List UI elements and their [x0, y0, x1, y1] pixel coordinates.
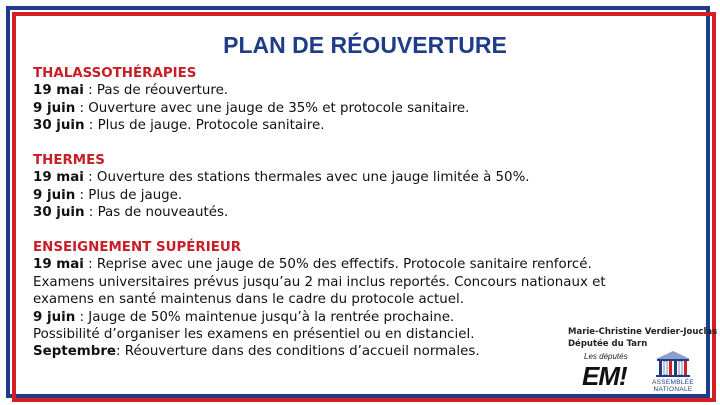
assemblee-line-2: NATIONALE: [653, 386, 693, 393]
line-text: : Plus de jauge.: [75, 187, 183, 203]
line-text: Examens universitaires prévus jusqu’au 2 mai inclus reportés. Concours nationaux et: [33, 274, 606, 290]
section-heading: ENSEIGNEMENT SUPÉRIEUR: [33, 240, 242, 256]
line: [33, 204, 673, 221]
line-text: : Ouverture avec une jauge de 35% et protocole sanitaire.: [75, 100, 470, 116]
sections: [33, 65, 673, 361]
page-title: PLAN DE RÉOUVERTURE: [223, 32, 507, 58]
assemblee-nationale-logo: [648, 349, 698, 395]
spacer: [33, 135, 673, 152]
signature: [568, 325, 717, 349]
assemblee-building-icon: [648, 349, 698, 379]
line-text: Possibilité d’organiser les examens en présentiel ou en distanciel.: [33, 327, 475, 343]
line: [33, 82, 673, 99]
line-text: : Pas de réouverture.: [83, 83, 229, 99]
line: [33, 100, 673, 117]
line: [33, 169, 673, 186]
date-label: 9 juin: [33, 187, 76, 203]
line: [33, 291, 673, 308]
date-label: 30 juin: [33, 118, 85, 134]
section-heading: THALASSOTHÉRAPIES: [33, 66, 197, 81]
line: [33, 117, 673, 134]
date-label: 9 juin: [33, 309, 76, 325]
section-thalasso: [33, 65, 673, 135]
line-text: examens en santé maintenus dans le cadre du protocole actuel.: [33, 292, 464, 308]
line-text: : Plus de jauge. Protocole sanitaire.: [84, 118, 325, 134]
line-text: : Jauge de 50% maintenue jusqu’à la rentrée prochaine.: [75, 309, 455, 325]
em-logo-big-text: EM!: [582, 361, 627, 391]
date-label: Septembre: [33, 344, 117, 360]
section-heading: THERMES: [33, 153, 105, 169]
date-label: 19 mai: [33, 83, 84, 99]
signature-role: Députée du Tarn: [568, 339, 648, 349]
line: [33, 274, 673, 291]
date-label: 30 juin: [33, 205, 85, 221]
line-text: : Reprise avec une jauge de 50% des effectifs. Protocole sanitaire renforcé.: [83, 257, 592, 273]
em-logo-small-text: Les députés: [584, 352, 628, 361]
date-label: 19 mai: [33, 257, 84, 273]
line: [33, 309, 673, 326]
assemblee-text: [648, 379, 698, 393]
line: [33, 256, 673, 273]
em-logo: [578, 352, 638, 394]
line-text: : Pas de nouveautés.: [84, 205, 229, 221]
line: [33, 187, 673, 204]
spacer: [33, 222, 673, 239]
line-text: : Réouverture dans des conditions d’accueil normales.: [116, 344, 480, 360]
date-label: 19 mai: [33, 170, 84, 186]
section-thermes: [33, 152, 673, 222]
line-text: : Ouverture des stations thermales avec une jauge limitée à 50%.: [83, 170, 530, 186]
date-label: 9 juin: [33, 100, 76, 116]
signature-name: Marie-Christine Verdier-Jouclas: [568, 327, 718, 337]
assemblee-line-1: ASSEMBLÉE: [651, 379, 695, 386]
